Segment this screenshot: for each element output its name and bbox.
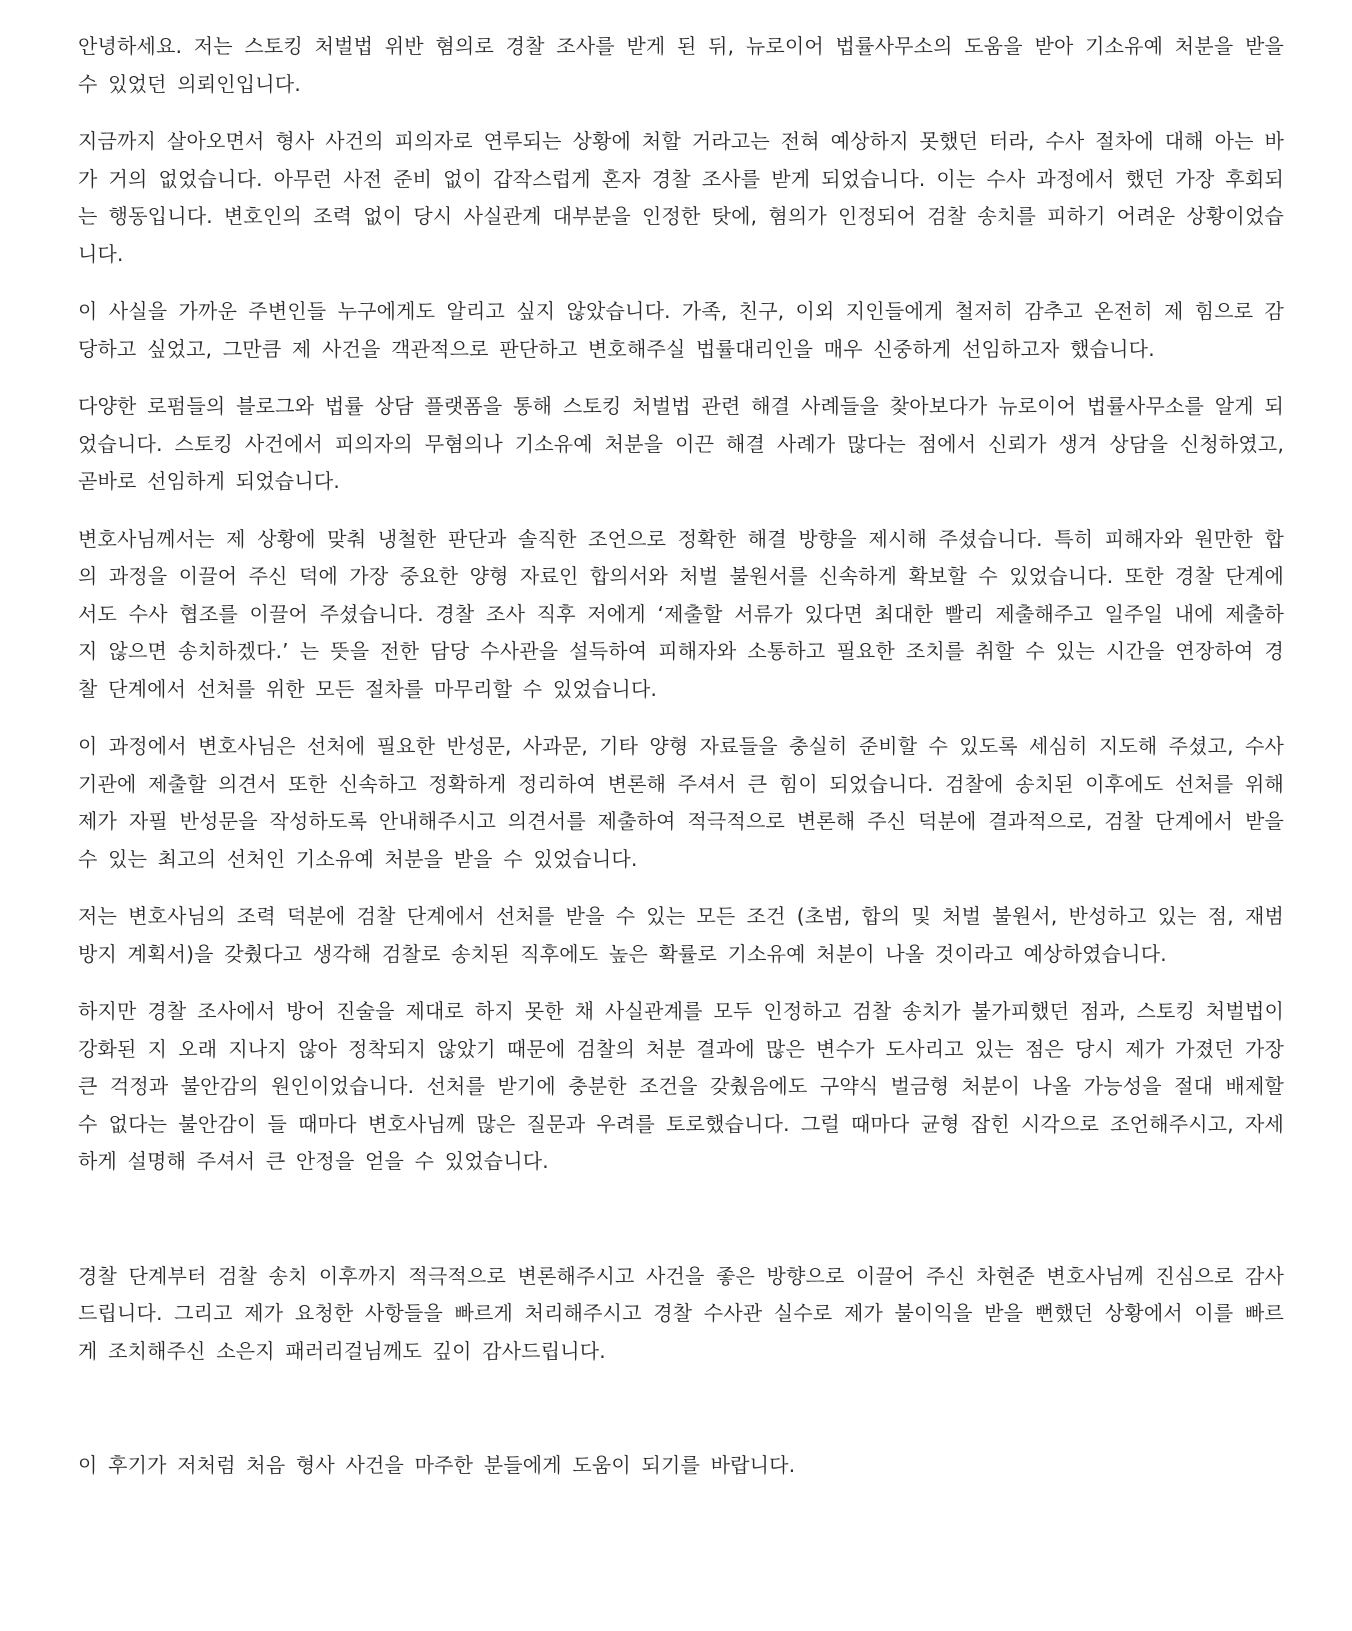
paragraph-process: 이 과정에서 변호사님은 선처에 필요한 반성문, 사과문, 기타 양형 자료들을 충실히 준비할 수 있도록 세심히 지도해 주셨고, 수사기관에 제출할 의견서 또한 신속하고 정확하게 정리하여 변론해 주셔서 큰 힘이 되었습니다. 검찰에 송치된 이후에도 선처를 위해 제가 자필 반성문을 작성하도록 안내해주시고 의견서를 제출하여 적극적으로 변론해 주신 덕분에 결과적으로, 검찰 단계에서 받을 수 있는 최고의 선처인 기소유예 처분을 받을 수 있었습니다. [78,734,1284,871]
paragraph-concerns: 하지만 경찰 조사에서 방어 진술을 제대로 하지 못한 채 사실관계를 모두 인정하고 검찰 송치가 불가피했던 점과, 스토킹 처벌법이 강화된 지 오래 지나지 않아 정착되지 않았기 때문에 검찰의 처분 결과에 많은 변수가 도사리고 있는 점은 당시 제가 가졌던 가장 큰 걱정과 불안감의 원인이었습니다. 선처를 받기에 충분한 조건을 갖췄음에도 구약식 벌금형 처분이 나올 가능성을 절대 배제할 수 없다는 불안감이 들 때마다 변호사님께 많은 질문과 우려를 토로했습니다. 그럴 때마다 균형 잡힌 시각으로 조언해주시고, 자세하게 설명해 주셔서 큰 안정을 얻을 수 있었습니다. [78,999,1284,1173]
paragraph-closing: 이 후기가 저처럼 처음 형사 사건을 마주한 분들에게 도움이 되기를 바랍니다. [78,1453,796,1477]
paragraph-thanks: 경찰 단계부터 검찰 송치 이후까지 적극적으로 변론해주시고 사건을 좋은 방향으로 이끌어 주신 차현준 변호사님께 진심으로 감사드립니다. 그리고 제가 요청한 사항들을 빠르게 처리해주시고 경찰 수사관 실수로 제가 불이익을 받을 뻔했던 상황에서 이를 빠르게 조치해주신 소은지 패러리걸님께도 깊이 감사드립니다. [78,1263,1284,1363]
paragraph-expectation: 저는 변호사님의 조력 덕분에 검찰 단계에서 선처를 받을 수 있는 모든 조건 (초범, 합의 및 처벌 불원서, 반성하고 있는 점, 재범 방지 계획서)을 갖췄다고 생각해 검찰로 송치된 직후에도 높은 확률로 기소유예 처분이 나올 것이라고 예상하였습니다. [78,904,1284,966]
paragraph-privacy: 이 사실을 가까운 주변인들 누구에게도 알리고 싶지 않았습니다. 가족, 친구, 이외 지인들에게 철저히 감추고 온전히 제 힘으로 감당하고 싶었고, 그만큼 제 사건을 객관적으로 판단하고 변호해주실 법률대리인을 매우 신중하게 선임하고자 했습니다. [78,299,1284,361]
paragraph-intro: 안녕하세요. 저는 스토킹 처벌법 위반 혐의로 경찰 조사를 받게 된 뒤, 뉴로이어 법률사무소의 도움을 받아 기소유예 처분을 받을 수 있었던 의뢰인입니다. [78,34,1284,96]
blank-spacer [78,1201,1284,1258]
paragraph-lawyer-help: 변호사님께서는 제 상황에 맞춰 냉철한 판단과 솔직한 조언으로 정확한 해결 방향을 제시해 주셨습니다. 특히 피해자와 원만한 합의 과정을 이끌어 주신 덕에 가장 중요한 양형 자료인 합의서와 처벌 불원서를 신속하게 확보할 수 있었습니다. 또한 경찰 단계에서도 수사 협조를 이끌어 주셨습니다. 경찰 조사 직후 저에게 ‘제출할 서류가 있다면 최대한 빨리 제출해주고 일주일 내에 제출하지 않으면 송치하겠다.’ 는 뜻을 전한 담당 수사관을 설득하여 피해자와 소통하고 필요한 조치를 취할 수 있는 시간을 연장하여 경찰 단계에서 선처를 위한 모든 절차를 마무리할 수 있었습니다. [78,526,1284,701]
blank-spacer [78,1390,1284,1447]
paragraph-background: 지금까지 살아오면서 형사 사건의 피의자로 연루되는 상황에 처할 거라고는 전혀 예상하지 못했던 터라, 수사 절차에 대해 아는 바가 거의 없었습니다. 아무런 사전 준비 없이 갑작스럽게 혼자 경찰 조사를 받게 되었습니다. 이는 수사 과정에서 했던 가장 후회되는 행동입니다. 변호인의 조력 없이 당시 사실관계 대부분을 인정한 탓에, 혐의가 인정되어 검찰 송치를 피하기 어려운 상황이었습니다. [78,129,1284,266]
paragraph-finding-firm: 다양한 로펌들의 블로그와 법률 상담 플랫폼을 통해 스토킹 처벌법 관련 해결 사례들을 찾아보다가 뉴로이어 법률사무소를 알게 되었습니다. 스토킹 사건에서 피의자의 무혐의나 기소유예 처분을 이끈 해결 사례가 많다는 점에서 신뢰가 생겨 상담을 신청하였고, 곧바로 선임하게 되었습니다. [78,394,1284,493]
review-document [78,28,1284,1505]
